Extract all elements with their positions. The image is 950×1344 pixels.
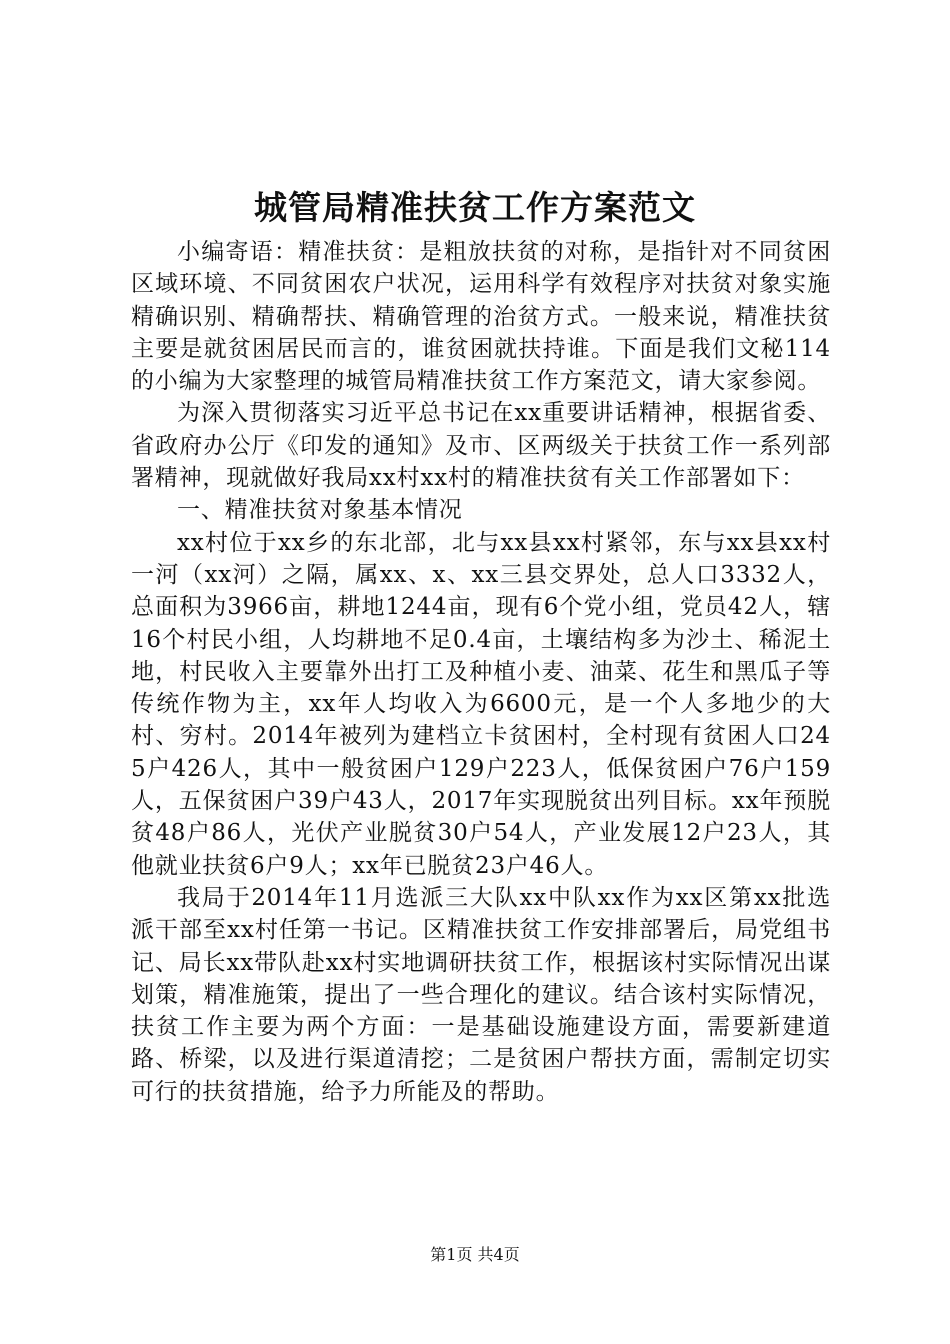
intro-paragraph: 小编寄语：精准扶贫：是粗放扶贫的对称，是指针对不同贫困区域环境、不同贫困农户状况，运用科学有效程序对扶贫对象实施精确识别、精确帮扶、精确管理的治贫方式。一般来说，精准扶贫主要是就贫困居民而言的，谁贫困就扶持谁。下面是我们文秘114的小编为大家整理的城管局精准扶贫工作方案范文，请大家参阅。 xyxy=(131,239,831,395)
document-title: 城管局精准扶贫工作方案范文 xyxy=(254,188,696,227)
document-body xyxy=(131,236,831,1108)
bureau-action-paragraph: 我局于2014年11月选派三大队xx中队xx作为xx区第xx批选派干部至xx村任第一书记。区精准扶贫工作安排部署后，局党组书记、局长xx带队赴xx村实地调研扶贫工作，根据该村实际情况出谋划策，精准施策，提出了一些合理化的建议。结合该村实际情况，扶贫工作主要为两个方面：一是基础设施建设方面，需要新建道路、桥梁，以及进行渠道清挖；二是贫困户帮扶方面，需制定切实可行的扶贫措施，给予力所能及的帮助。 xyxy=(131,884,831,1105)
village-info-paragraph: xx村位于xx乡的东北部，北与xx县xx村紧邻，东与xx县xx村一河（xx河）之隔，属xx、x、xx三县交界处，总人口3332人，总面积为3966亩，耕地1244亩，现有6个党小组，党员42人，辖16个村民小组，人均耕地不足0.4亩，土壤结构多为沙土、稀泥土地，村民收入主要靠外出打工及种植小麦、油菜、花生和黑瓜子等传统作物为主，xx年人均收入为6600元，是一个人多地少的大村、穷村。2014年被列为建档立卡贫困村，全村现有贫困人口245户426人，其中一般贫困户129户223人，低保贫困户76户159人，五保贫困户39户43人，2017年实现脱贫出列目标。xx年预脱贫48户86人，光伏产业脱贫30户54人，产业发展12户23人，其他就业扶贫6户9人；xx年已脱贫23户46人。 xyxy=(131,529,831,879)
section-heading: 一、精准扶贫对象基本情况 xyxy=(177,497,463,524)
page-footer: 第1页 共4页 xyxy=(430,1245,520,1264)
purpose-paragraph: 为深入贯彻落实习近平总书记在xx重要讲话精神，根据省委、省政府办公厅《印发的通知》及市、区两级关于扶贫工作一系列部署精神，现就做好我局xx村xx村的精准扶贫有关工作部署如下： xyxy=(131,400,831,492)
